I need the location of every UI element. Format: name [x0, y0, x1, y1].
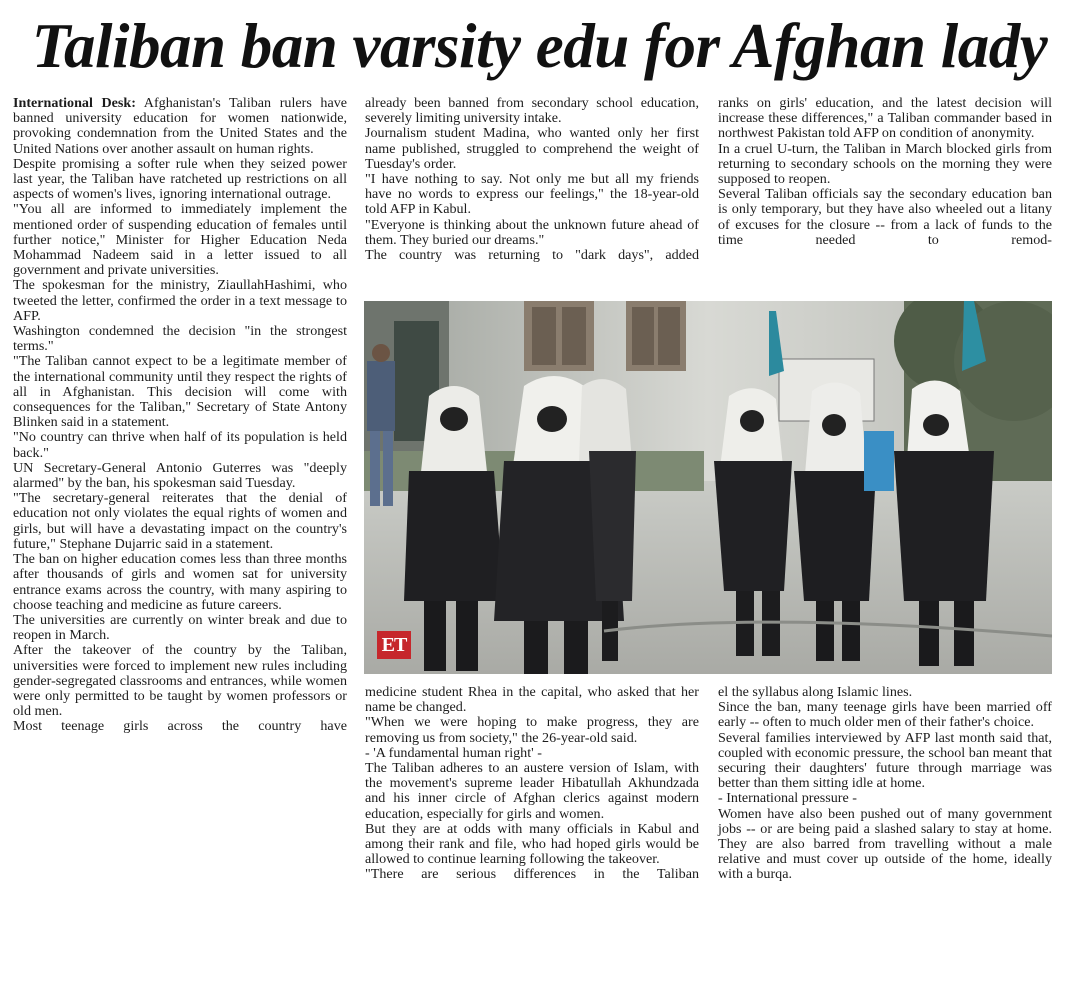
article-column-3-bottom [718, 685, 1052, 883]
article-paragraph: Most teenage girls across the country have [13, 718, 347, 735]
article-paragraph: The ban on higher education comes less than three months after thousands of girls and women sat for university entrance exams across the country, with many aspiring to choose teaching and medicine as future careers. [13, 551, 347, 613]
article-column-1 [13, 96, 347, 735]
et-logo: ET [377, 631, 411, 659]
article-paragraph: "There are serious differences in the Taliban [365, 866, 699, 883]
article-paragraph: "I have nothing to say. Not only me but all my friends have no words to express our feelings," the 18-year-old told AFP in Kabul. [365, 171, 699, 218]
article-paragraph: "No country can thrive when half of its population is held back." [13, 429, 347, 461]
article-paragraph: Since the ban, many teenage girls have been married off early -- often to much older men of their father's choice. [718, 699, 1052, 731]
article-paragraph: The Taliban adheres to an austere version of Islam, with the movement's supreme leader Hibatullah Akhundzada and his inner circle of Afghan clerics against modern education, especially for girls and women. [365, 760, 699, 822]
article-paragraph: "Everyone is thinking about the unknown future ahead of them. They buried our dreams." [365, 216, 699, 248]
article-paragraph: Despite promising a softer rule when they seized power last year, the Taliban have ratcheted up restrictions on all aspects of women's lives, ignoring international outrage. [13, 155, 347, 203]
article-paragraph: The universities are currently on winter break and due to reopen in March. [13, 611, 347, 644]
photo-illustration [364, 301, 1052, 674]
article-paragraph: The country was returning to "dark days", added [365, 247, 699, 264]
article-paragraph: ranks on girls' education, and the latest decision will increase these differences," a Taliban commander based in northwest Pakistan told AFP on condition of anonymity. [718, 95, 1052, 142]
article-subhead: - 'A fundamental human right' - [365, 744, 542, 761]
article-paragraph: "When we were hoping to make progress, they are removing us from society," the 26-year-old said. [365, 714, 699, 746]
article-paragraph: "The Taliban cannot expect to be a legitimate member of the international community until they respect the rights of all in Afghanistan. This decision will come with consequences for the Taliban," Secretary of State Antony Blinken said in a statement. [13, 353, 347, 431]
article-paragraph: The spokesman for the ministry, ZiaullahHashimi, who tweeted the letter, confirmed the order in a text message to AFP. [13, 277, 347, 324]
article-paragraph: medicine student Rhea in the capital, who asked that her name be changed. [365, 684, 699, 716]
article-paragraph: Journalism student Madina, who wanted only her first name published, struggled to comprehend the weight of Tuesday's order. [365, 125, 699, 172]
article-column-2-bottom [365, 685, 699, 883]
article-paragraph: Several families interviewed by AFP last month said that, coupled with economic pressure, the school ban meant that securing their daughters' future through marriage was better than them sitting idle at home. [718, 729, 1052, 792]
article-paragraph: "The secretary-general reiterates that the denial of education not only violates the equal rights of women and girls, but will have a devastating impact on the country's future," Stephane Dujarric said in a statement. [13, 490, 347, 552]
article-paragraph: already been banned from secondary school education, severely limiting university intake. [365, 95, 699, 127]
article-paragraph: Several Taliban officials say the secondary education ban is only temporary, but they have also wheeled out a litany of excuses for the closure -- from a lack of funds to the time needed to remod- [718, 186, 1052, 248]
article-subhead: - International pressure - [718, 790, 857, 807]
article-paragraph: In a cruel U-turn, the Taliban in March blocked girls from returning to secondary schools on the morning they were supposed to reopen. [718, 140, 1052, 188]
article-paragraph: UN Secretary-General Antonio Guterres was "deeply alarmed" by the ban, his spokesman said Tuesday. [13, 459, 347, 492]
article-paragraph: "You all are informed to immediately implement the mentioned order of suspending education of females until further notice," Minister for Higher Education Neda Mohammad Nadeem said in a letter issued to all government and private universities. [13, 201, 347, 279]
dateline: International Desk: [13, 95, 136, 111]
article-paragraph: After the takeover of the country by the Taliban, universities were forced to implement new rules including gender-segregated classrooms and entrances, while women were only permitted to be taught by women professors or old men. [13, 642, 347, 720]
article-column-3-top [718, 96, 1052, 248]
article-paragraph: But they are at odds with many officials in Kabul and among their rank and file, who had hoped girls would be allowed to continue learning following the takeover. [365, 820, 699, 868]
article-paragraph: Washington condemned the decision "in the strongest terms." [13, 323, 347, 355]
article-paragraph [13, 96, 347, 157]
article-paragraph: el the syllabus along Islamic lines. [718, 684, 913, 700]
article-paragraph: Women have also been pushed out of many government jobs -- or are being paid a slashed salary to stay at home. They are also barred from travelling without a male relative and must cover up outside of the home, ideally with a burqa. [718, 805, 1052, 883]
news-photo [364, 301, 1052, 674]
article-column-2-top [365, 96, 699, 263]
article-lead-text: Afghanistan's Taliban rulers have banned university education for women nationwide, provoking condemnation from the United States and the United Nations over another assault on human rights. [13, 95, 348, 157]
headline: Taliban ban varsity edu for Afghan lady [31, 11, 1048, 81]
